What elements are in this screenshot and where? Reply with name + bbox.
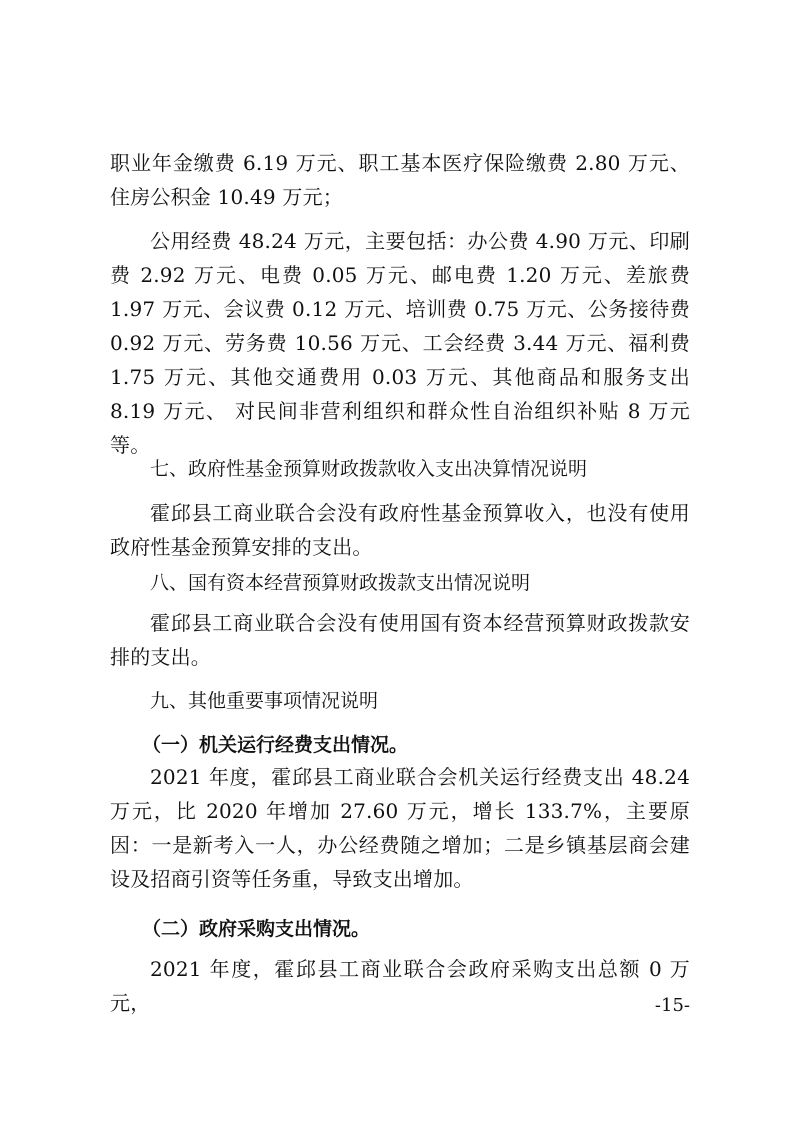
section-heading-state-capital: 八、国有资本经营预算财政拨款支出情况说明 — [150, 572, 531, 594]
paragraph-operating-expenses: 2021 年度，霍邱县工商业联合会机关运行经费支出 48.24 万元，比 2020 年增加 27.60 万元，增长 133.7%，主要原因：一是新考入一人，办公经费随之增加；二是乡镇基层商会建设及招商引资等任务重，导致支出增加。 — [110, 765, 690, 891]
paragraph-public-expense: 公用经费 48.24 万元，主要包括：办公费 4.90 万元、印刷费 2.92 万元、电费 0.05 万元、邮电费 1.20 万元、差旅费 1.97 万元、会议费 0.12 万元、培训费 0.75 万元、公务接待费 0.92 万元、劳务费 10.56 万元、工会经费 3.44 万元、福利费 1.75 万元、其他交通费用 0.03 万元、其他商品和服务支出 8.19 万元、 对民间非营利组织和群众性自治组织补贴 8 万元等。 — [110, 229, 690, 457]
paragraph-state-capital: 霍邱县工商业联合会没有使用国有资本经营预算财政拨款安排的支出。 — [110, 611, 690, 669]
paragraph-government-procurement: 2021 年度，霍邱县工商业联合会政府采购支出总额 0 万元， — [110, 957, 690, 1015]
subheading-operating-expenses: （一）机关运行经费支出情况。 — [142, 734, 409, 756]
section-heading-other-matters: 九、其他重要事项情况说明 — [150, 690, 379, 712]
paragraph-government-fund: 霍邱县工商业联合会没有政府性基金预算收入，也没有使用政府性基金预算安排的支出。 — [110, 501, 690, 559]
paragraph-personnel-expense-continuation: 职业年金缴费 6.19 万元、职工基本医疗保险缴费 2.80 万元、住房公积金 10.49 万元； — [110, 151, 690, 209]
subheading-government-procurement: （二）政府采购支出情况。 — [142, 918, 371, 940]
page-number: -15- — [654, 995, 690, 1016]
section-heading-government-fund: 七、政府性基金预算财政拨款收入支出决算情况说明 — [150, 458, 588, 480]
